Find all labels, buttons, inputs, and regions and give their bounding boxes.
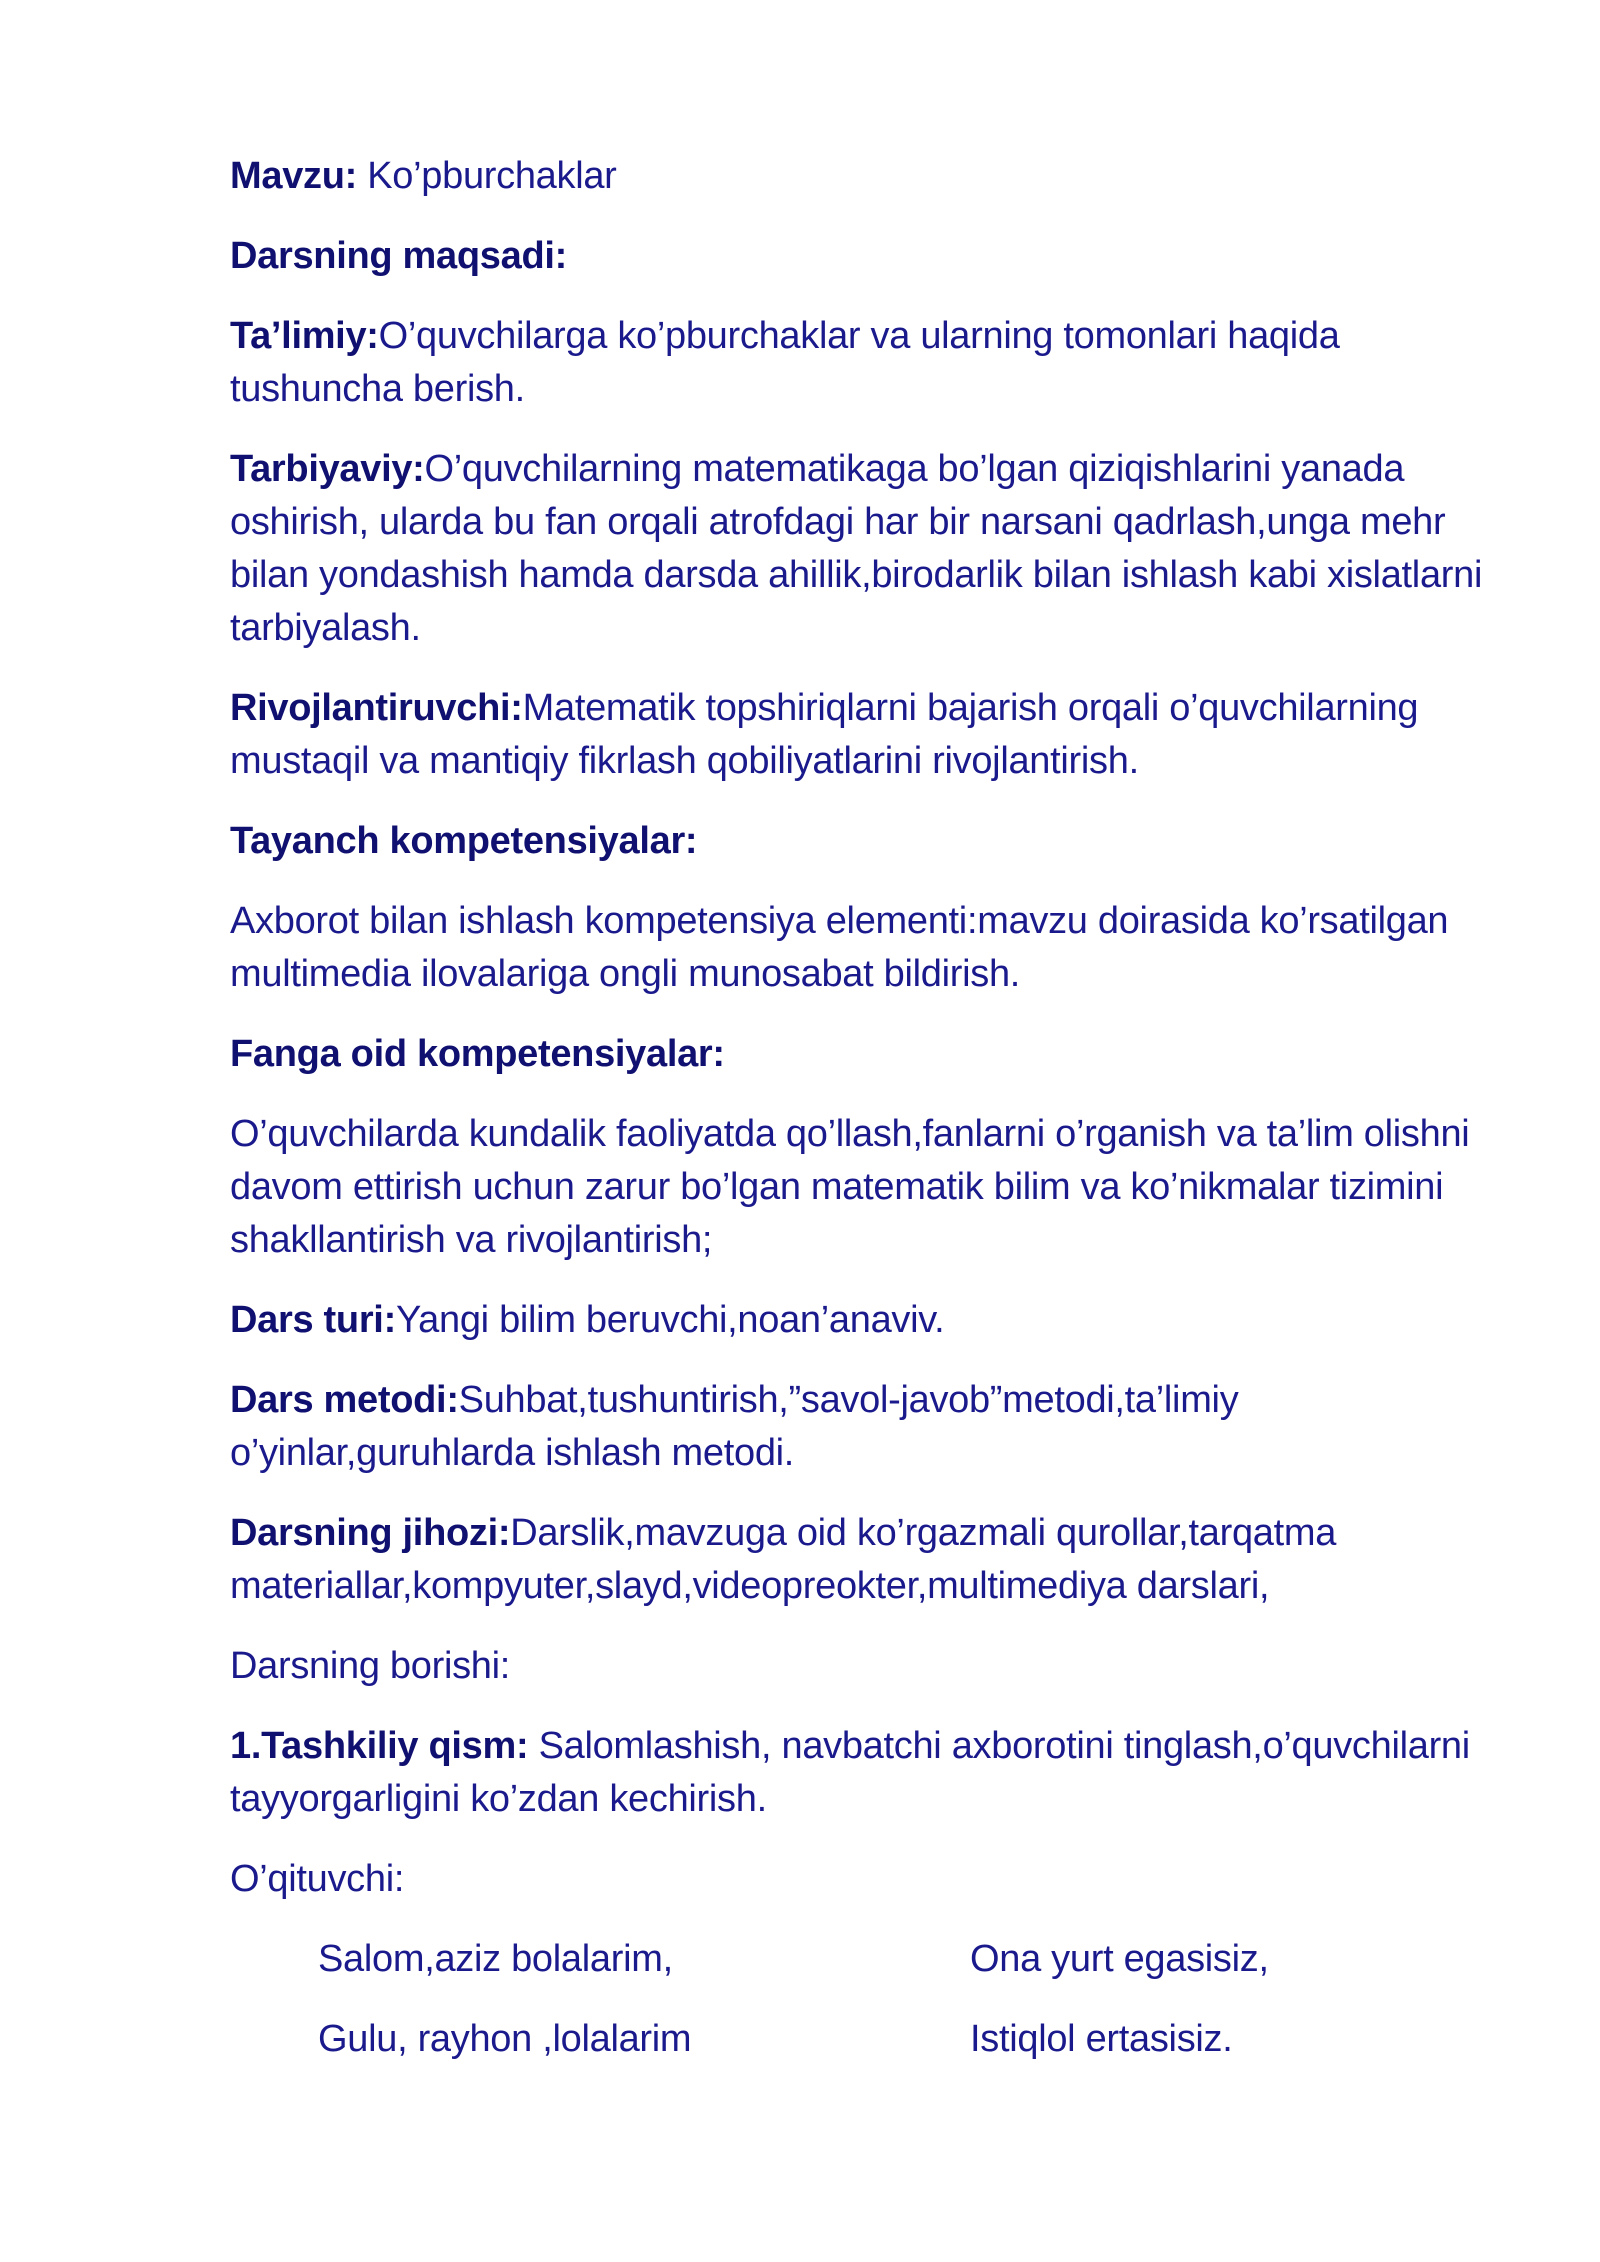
lesson-type-label: Dars turi:	[230, 1299, 396, 1341]
subject-competencies-heading	[230, 1028, 1510, 1081]
poem-line-left: Gulu, rayhon ,lolalarim	[318, 2018, 692, 2060]
core-competencies-text: Axborot bilan ishlash kompetensiya elementi:mavzu doirasida ko’rsatilgan multimedia ilovalariga ongli munosabat bildirish.	[230, 900, 1449, 995]
lesson-type	[230, 1294, 1510, 1347]
topic-label: Mavzu:	[230, 155, 357, 197]
core-competencies-heading-text: Tayanch kompetensiyalar:	[230, 820, 698, 862]
poem-line-left: Salom,aziz bolalarim,	[318, 1938, 673, 1980]
topic-text: Ko’pburchaklar	[357, 155, 617, 197]
lesson-method-label: Dars metodi:	[230, 1379, 459, 1421]
subject-competencies-heading-text: Fanga oid kompetensiyalar:	[230, 1033, 725, 1075]
organizational-part	[230, 1720, 1510, 1826]
upbringing-text: O’quvchilarning matematikaga bo’lgan qiziqishlarini yanada oshirish, ularda bu fan orqali atrofdagi har bir narsani qadrlash,unga mehr bilan yondashish hamda darsda ahillik,birodarlik bilan ishlash kabi xislatlarni tarbiyalash.	[230, 448, 1483, 649]
lesson-equipment	[230, 1507, 1510, 1613]
educational-label: Ta’limiy:	[230, 315, 379, 357]
lesson-method	[230, 1374, 1510, 1480]
goal-heading	[230, 230, 1510, 283]
educational-goal	[230, 310, 1510, 416]
upbringing-goal	[230, 443, 1510, 655]
goal-heading-text: Darsning maqsadi:	[230, 235, 567, 277]
upbringing-label: Tarbiyaviy:	[230, 448, 425, 490]
lesson-equipment-text: Darslik,mavzuga oid ko’rgazmali qurollar,tarqatma materiallar,kompyuter,slayd,videopreokter,multimediya darslari,	[230, 1512, 1337, 1607]
topic-line	[230, 150, 1510, 203]
subject-competencies-text: O’quvchilarda kundalik faoliyatda qo’llash,fanlarni o’rganish va ta’lim olishni davom ettirish uchun zarur bo’lgan matematik bilim va ko’nikmalar tizimini shakllantirish va rivojlantirish;	[230, 1113, 1470, 1261]
lesson-method-text: Suhbat,tushuntirish,”savol-javob”metodi,ta’limiy o’yinlar,guruhlarda ishlash metodi.	[230, 1379, 1239, 1474]
poem-line	[230, 1933, 1510, 2013]
developmental-label: Rivojlantiruvchi:	[230, 687, 523, 729]
poem-line	[230, 2013, 1510, 2093]
developmental-text: Matematik topshiriqlarni bajarish orqali o’quvchilarning mustaqil va mantiqiy fikrlash qobiliyatlarini rivojlantirish.	[230, 687, 1419, 782]
document-body	[230, 150, 1510, 2093]
developmental-goal	[230, 682, 1510, 788]
teacher-label: O’qituvchi:	[230, 1858, 405, 1900]
educational-text: O’quvchilarga ko’pburchaklar va ularning tomonlari haqida tushuncha berish.	[230, 315, 1340, 410]
organizational-label: 1.Tashkiliy qism:	[230, 1725, 529, 1767]
poem-line-right: Istiqlol ertasisiz.	[970, 2018, 1233, 2060]
organizational-text: Salomlashish, navbatchi axborotini tinglash,o’quvchilarni tayyorgarligini ko’zdan kechirish.	[230, 1725, 1470, 1820]
lesson-progress: Darsning borishi:	[230, 1645, 511, 1687]
lesson-equipment-label: Darsning jihozi:	[230, 1512, 511, 1554]
lesson-type-text: Yangi bilim beruvchi,noan’anaviv.	[395, 1299, 945, 1341]
core-competencies-heading	[230, 815, 1510, 868]
poem-line-right: Ona yurt egasisiz,	[970, 1938, 1269, 1980]
